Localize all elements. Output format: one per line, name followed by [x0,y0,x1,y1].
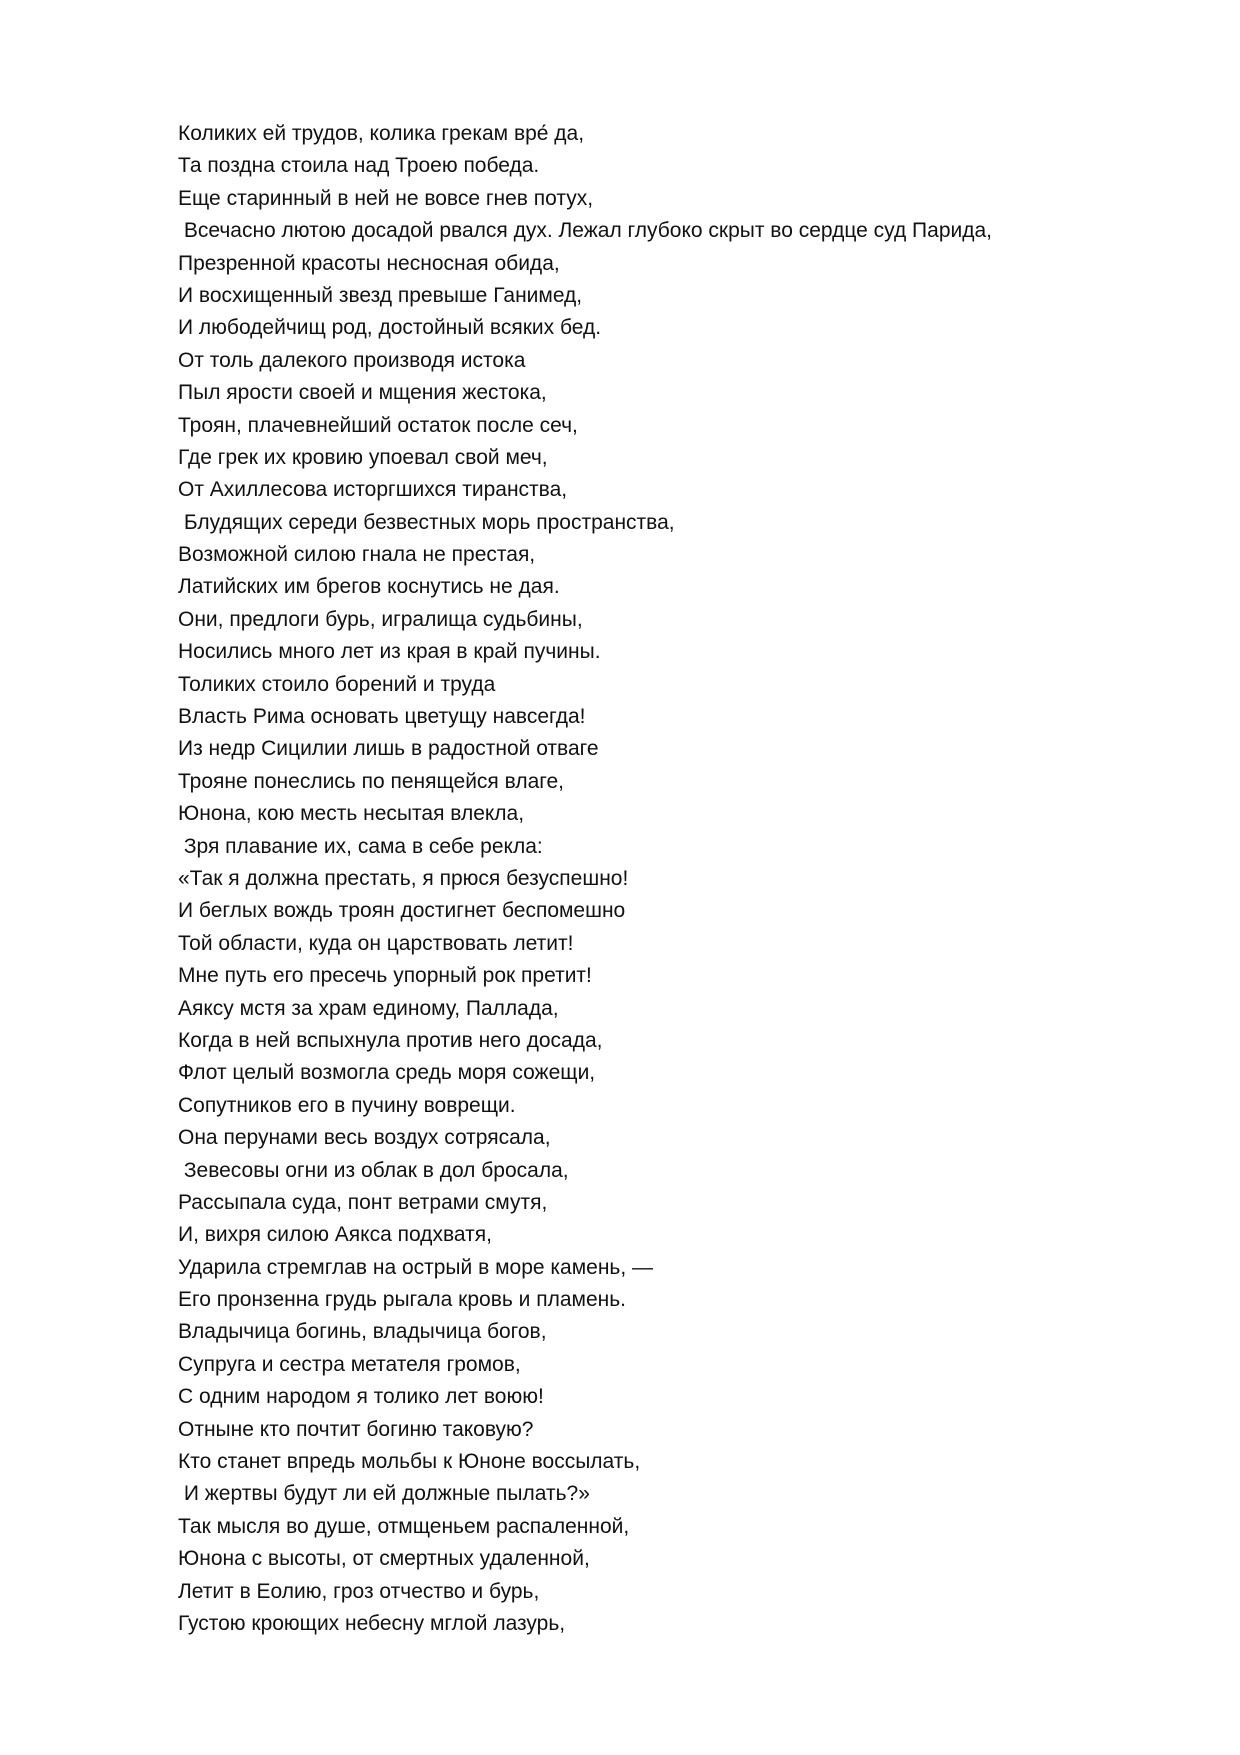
poem-line: Той области, куда он царствовать летит! [178,931,574,955]
poem-line: Рассыпала суда, понт ветрами смутя, [178,1190,548,1214]
poem-line: И беглых вождь троян достигнет беспомешно [178,899,626,923]
poem-line: Коликих ей трудов, колика грекам вре́ да, [178,122,585,145]
poem-line: Троян, плачевнейший остаток после сеч, [178,413,578,437]
poem-line: Толиких стоило борений и труда [178,672,496,696]
poem-line: Владычица богинь, владычица богов, [178,1320,547,1344]
poem-line: Трояне понеслись по пенящейся влаге, [178,769,564,793]
poem-line: Презренной красоты несносная обида, [178,251,560,275]
poem-line: Они, предлоги бурь, игралища судьбины, [178,607,583,631]
poem-line: Летит в Еолию, гроз отчество и бурь, [178,1579,540,1603]
poem-line: Где грек их кровию упоевал свой меч, [178,445,548,469]
poem-line: И любодейчищ род, достойный всяких бед. [178,316,602,340]
poem-line: Юнона с высоты, от смертных удаленной, [178,1547,590,1571]
poem-line: Еще старинный в ней не вовсе гнев потух, [178,186,594,210]
poem-line: «Так я должна престать, я прюся безуспешно! [178,866,629,890]
poem-line: И жертвы будут ли ей должные пылать?» [178,1482,590,1506]
poem-line: Она перунами весь воздух сотрясала, [178,1126,551,1150]
poem-line: Ударила стремглав на острый в море камень, — [178,1255,654,1279]
poem-text [178,118,1178,1640]
poem-line: Флот целый возмогла средь моря сожещи, [178,1061,596,1085]
poem-line: Из недр Сицилии лишь в радостной отваге [178,737,599,761]
poem-line: Носились много лет из края в край пучины. [178,640,601,664]
poem-line: Зевесовы огни из облак в дол бросала, [178,1158,569,1182]
poem-line: Его пронзенна грудь рыгала кровь и пламень. [178,1288,627,1312]
poem-line: Возможной силою гнала не престая, [178,543,536,567]
poem-line: И восхищенный звезд превыше Ганимед, [178,283,583,307]
poem-line: От Ахиллесова исторгшихся тиранства, [178,478,568,502]
poem-line: Зря плавание их, сама в себе рекла: [178,834,543,858]
poem-line: Юнона, кою месть несытая влекла, [178,802,525,826]
poem-line: Блудящих середи безвестных морь пространства, [178,510,675,534]
poem-line: Аяксу мстя за храм единому, Паллада, [178,996,559,1020]
poem-line: С одним народом я толико лет воюю! [178,1385,544,1409]
poem-line: Сопутников его в пучину воврещи. [178,1093,516,1117]
poem-line: Та поздна стоила над Троею победа. [178,154,540,178]
poem-line: Пыл ярости своей и мщения жестока, [178,381,547,405]
poem-line: Супруга и сестра метателя громов, [178,1352,521,1376]
poem-line: И, вихря силою Аякса подхватя, [178,1223,492,1247]
poem-line: Когда в ней вспыхнула против него досада, [178,1028,603,1052]
poem-line: Так мысля во душе, отмщеньем распаленной, [178,1514,630,1538]
poem-line: Отныне кто почтит богиню таковую? [178,1417,534,1441]
poem-line: Всечасно лютою досадой рвался дух. Лежал глубоко скрыт во сердце суд Парида, [178,219,993,243]
poem-line: Власть Рима основать цветущу навсегда! [178,705,586,729]
poem-line: Кто станет впредь мольбы к Юноне воссылать, [178,1450,641,1474]
poem-line: Латийских им брегов коснутись не дая. [178,575,560,599]
poem-line: От толь далекого производя истока [178,348,526,372]
poem-line: Густою кроющих небесну мглой лазурь, [178,1611,566,1635]
poem-line: Мне путь его пресечь упорный рок претит! [178,964,592,988]
